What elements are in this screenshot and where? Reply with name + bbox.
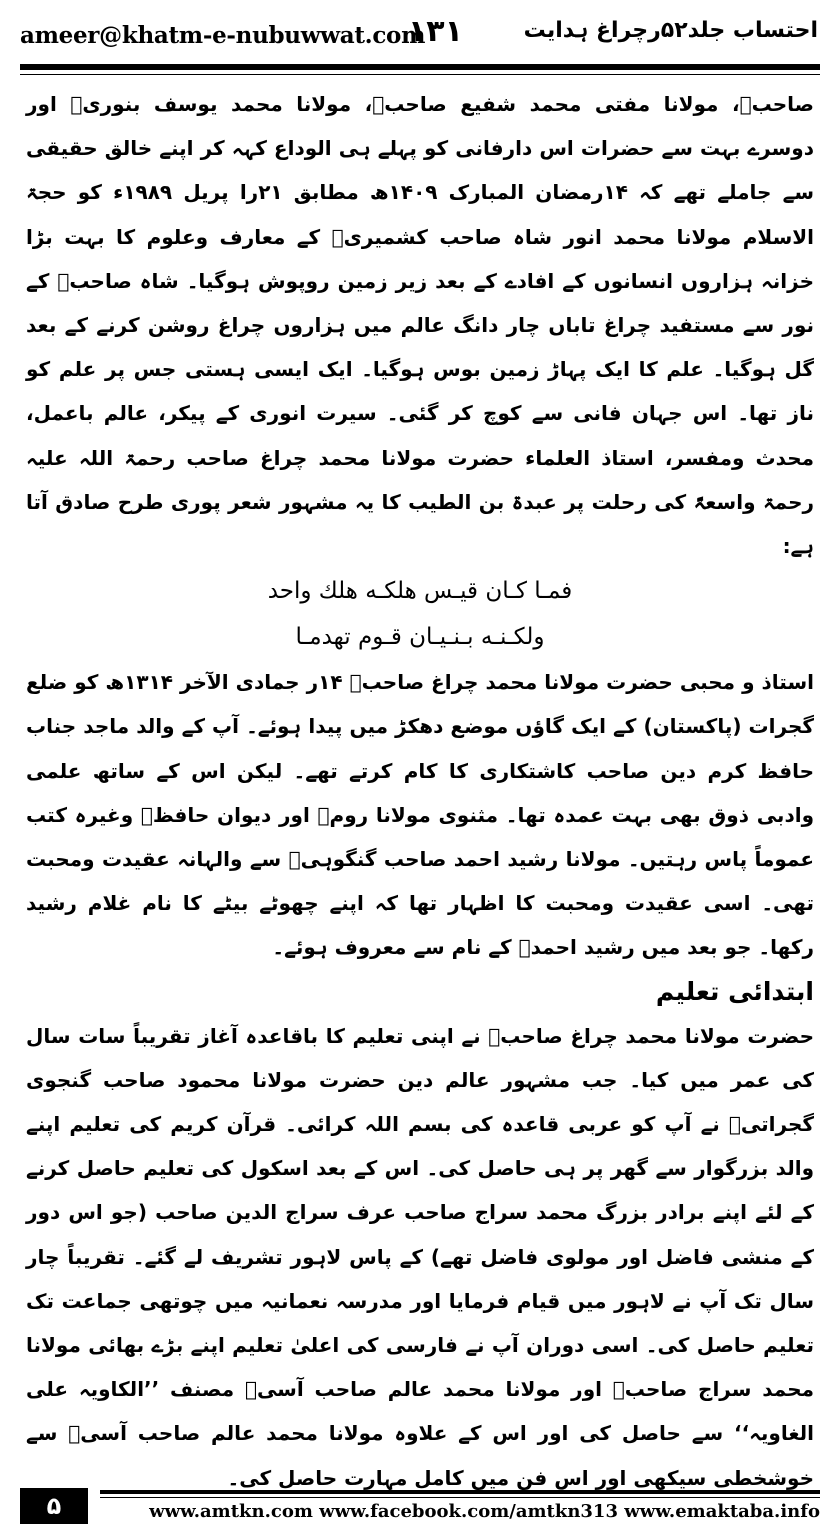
footer-rule-thick bbox=[100, 1490, 820, 1494]
page-body bbox=[26, 82, 814, 1490]
paragraph-3: حضرت مولانا محمد چراغ صاحبؒ نے اپنی تعلیم کا باقاعدہ آغاز تقریباً سات سال کی عمر میں کیا۔ جب مشہور عالم دین حضرت مولانا محمود صاحب گنجوی گجراتیؒ نے آپ کو عربی قاعدہ کی بسم اللہ کرائی۔ قرآن کریم کی تعلیم اپنے والد بزرگوار سے گھر پر ہی حاصل کی۔ اس کے بعد اسکول کی تعلیم حاصل کرنے کے لئے اپنے برادر بزرگ محمد سراج صاحب عرف سراج الدین صاحب (جو اس دور کے منشی فاضل اور مولوی فاضل تھے) کے پاس لاہور تشریف لے گئے۔ تقریباً چار سال تک آپ نے لاہور میں قیام فرمایا اور مدرسہ نعمانیہ میں چوتھی جماعت تک تعلیم حاصل کی۔ اسی دوران آپ نے فارسی کی اعلیٰ تعلیم اپنے بڑے بھائی مولانا محمد سراج صاحبؒ اور مولانا محمد عالم صاحب آسیؒ مصنف ’’الکاویہ علی الغاویہ‘‘ سے حاصل کی اور اس کے علاوہ مولانا محمد عالم صاحب آسیؒ سے خوشخطی سیکھی اور اس فن میں کامل مہارت حاصل کی۔ bbox=[26, 1023, 814, 1490]
arabic-verse-line-1: فمـا كـان قيـس هلكـه هلك واحد bbox=[267, 578, 573, 605]
footer-page-label: ۵ bbox=[20, 1488, 88, 1524]
section-heading: ابتدائی تعلیم bbox=[655, 976, 814, 1006]
footer-rule-thin bbox=[100, 1497, 820, 1498]
arabic-verse-line-2: ولكـنـه بـنـيـان قـوم تهدمـا bbox=[295, 624, 545, 651]
header-page-number: ۱۳۱ bbox=[408, 14, 463, 49]
paragraph-2: استاذ و محبی حضرت مولانا محمد چراغ صاحبؒ ۱۴ر جمادی الآخر ۱۳۱۴ھ کو ضلع گجرات (پاکستان) کے ایک گاؤں موضع دھکڑ میں پیدا ہوئے۔ آپ کے والد ماجد جناب حافظ کرم دین صاحب کاشتکاری کا کام کرتے تھے۔ لیکن اس کے ساتھ علمی وادبی ذوق بھی بہت عمدہ تھا۔ مثنوی مولانا رومؒ اور دیوان حافظؒ وغیرہ کتب عموماً پاس رہتیں۔ مولانا رشید احمد صاحب گنگوہیؒ سے والہانہ عقیدت ومحبت تھی۔ اسی عقیدت ومحبت کا اظہار تھا کہ اپنے چھوٹے بیٹے کا نام غلام رشید رکھا۔ جو بعد میں رشید احمدؒ کے نام سے معروف ہوئے۔ bbox=[26, 670, 814, 960]
page-header bbox=[20, 10, 818, 62]
header-rule-thick bbox=[20, 64, 820, 70]
page-footer bbox=[20, 1488, 820, 1524]
footer-links: www.amtkn.com www.facebook.com/amtkn313 www.emaktaba.info bbox=[149, 1501, 820, 1522]
header-running-title: احتساب جلد۵۲رچراغ ہدایت bbox=[523, 18, 818, 43]
header-email: ameer@khatm-e-nubuwwat.com bbox=[20, 22, 426, 49]
header-rule-thin bbox=[20, 74, 820, 75]
paragraph-1: صاحبؒ، مولانا مفتی محمد شفیع صاحبؒ، مولانا محمد یوسف بنوریؒ اور دوسرے بہت سے حضرات اس دارفانی کو پہلے ہی الوداع کہہ کر اپنے خالق حقیقی سے جاملے تھے کہ ۱۴رمضان المبارک ۱۴۰۹ھ مطابق ۲۱را پریل ۱۹۸۹ء کو حجۃ الاسلام مولانا محمد انور شاہ صاحب کشمیریؒ کے معارف وعلوم کا بہت بڑا خزانہ ہزاروں انسانوں کے افادے کے بعد زیر زمین روپوش ہوگیا۔ شاہ صاحبؒ کے نور سے مستفید چراغ تاباں چار دانگ عالم میں ہزاروں چراغ روشن کرنے کے بعد گل ہوگیا۔ علم کا ایک پہاڑ زمین بوس ہوگیا۔ ایک ایسی ہستی جس پر علم کو ناز تھا۔ اس جہان فانی سے کوچ کر گئی۔ سیرت انوری کے پیکر، عالم باعمل، محدث ومفسر، استاذ العلماء حضرت مولانا محمد چراغ صاحب رحمۃ اللہ علیہ رحمۃ واسعۃً کی رحلت پر عبدۃ بن الطیب کا یہ مشہور شعر پوری طرح صادق آتا ہے: bbox=[26, 92, 814, 559]
